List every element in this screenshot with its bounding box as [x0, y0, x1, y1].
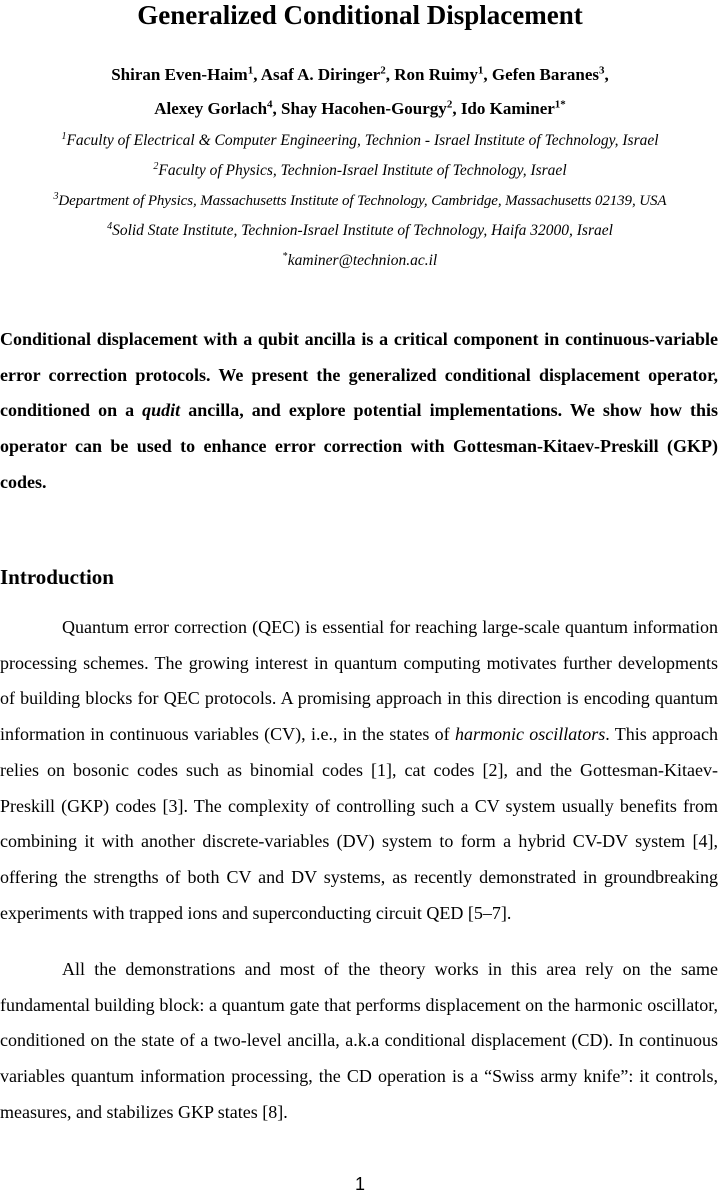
- intro-paragraph-2: All the demonstrations and most of the theory works in this area rely on the same fundamental building block: a quantum gate that performs displacement on the harmonic oscillator, conditioned on the state of a two-level ancilla, a.k.a conditional displacement (CD). In continuous variables quantum information processing, the CD operation is a “Swiss army knife”: it controls, measures, and stabilizes GKP states [8].: [0, 959, 718, 1122]
- affiliation: [0, 186, 720, 216]
- author-separator: ,: [452, 99, 461, 118]
- affiliation-text: Faculty of Electrical & Computer Engineering, Technion - Israel Institute of Technology, Israel: [66, 132, 659, 149]
- affiliation: [0, 216, 720, 246]
- author-name: Ido Kaminer: [460, 99, 555, 118]
- abstract: [0, 322, 718, 501]
- abstract-emphasis: qudit: [142, 400, 181, 421]
- affiliation-sup: 2: [153, 160, 159, 172]
- affiliation-text: Faculty of Physics, Technion-Israel Institute of Technology, Israel: [158, 162, 567, 179]
- author-separator: ,: [272, 99, 282, 118]
- author-sup: 1: [477, 64, 484, 77]
- author-sup: 3: [599, 64, 605, 77]
- author-name: Asaf A. Diringer: [260, 65, 381, 84]
- abstract-text: ancilla, and explore potential implementations. We show how this operator can be used to enhance error correction with Gottesman-Kitaev-Preskill (GKP) codes.: [0, 400, 718, 492]
- author-sup: 2: [446, 98, 453, 111]
- author-name: Shiran Even-Haim: [111, 65, 248, 84]
- paper-title: Generalized Conditional Displacement: [137, 0, 583, 30]
- author-name: Ron Ruimy: [394, 65, 478, 84]
- affiliation-text: Solid State Institute, Technion-Israel Institute of Technology, Haifa 32000, Israel: [112, 222, 613, 239]
- paragraph-emphasis: harmonic oscillators: [454, 724, 606, 745]
- email-address[interactable]: kaminer@technion.ac.il: [287, 252, 438, 269]
- author-sup: 1: [247, 64, 254, 77]
- author-name: Shay Hacohen-Gourgy: [281, 99, 447, 118]
- author-list: [0, 58, 720, 126]
- author-name: Alexey Gorlach: [154, 99, 268, 118]
- author-line-1: [0, 58, 720, 92]
- affiliation-sup: 4: [107, 220, 113, 232]
- author-line-2: [0, 92, 720, 126]
- email-sup: *: [282, 250, 288, 262]
- intro-paragraph-1: [0, 610, 718, 931]
- author-sup: 2: [380, 64, 386, 77]
- author-name: Gefen Baranes: [491, 65, 600, 84]
- author-separator: ,: [253, 65, 261, 84]
- affiliation: [0, 156, 720, 186]
- affiliation: [0, 126, 720, 156]
- author-sup: 1*: [554, 98, 566, 111]
- affiliation-sup: 1: [61, 130, 67, 142]
- page-number: 1: [354, 1174, 365, 1194]
- affiliation-list: [0, 126, 720, 246]
- paragraph-text: . This approach relies on bosonic codes such as binomial codes [1], cat codes [2], and the Gottesman-Kitaev-Preskill (GKP) codes [3]. The complexity of controlling such a CV system usually benefits from combining it with another discrete-variables (DV) system to form a hybrid CV-DV system [4], offering the strengths of both CV and DV systems, as recently demonstrated in groundbreaking experiments with trapped ions and superconducting circuit QED [5–7].: [0, 724, 718, 923]
- author-separator: ,: [604, 65, 609, 84]
- author-separator: ,: [385, 65, 395, 84]
- corresponding-email: [0, 246, 720, 276]
- author-separator: ,: [483, 65, 492, 84]
- affiliation-text: Department of Physics, Massachusetts Institute of Technology, Cambridge, Massachusetts 02139, USA: [58, 193, 667, 209]
- paragraph-text: Quantum error correction (QEC) is essential for reaching large-scale quantum information processing schemes. The growing interest in quantum computing motivates further developments of building blocks for QEC protocols. A promising approach in this direction is encoding quantum information in continuous variables (CV), i.e., in the states of: [0, 617, 718, 745]
- affiliation-sup: 3: [53, 191, 59, 202]
- abstract-text: Conditional displacement with a qubit ancilla is a critical component in continuous-variable error correction protocols. We present the generalized conditional displacement operator, conditioned on a: [0, 329, 718, 421]
- section-heading-introduction: Introduction: [0, 565, 114, 589]
- author-sup: 4: [267, 98, 273, 111]
